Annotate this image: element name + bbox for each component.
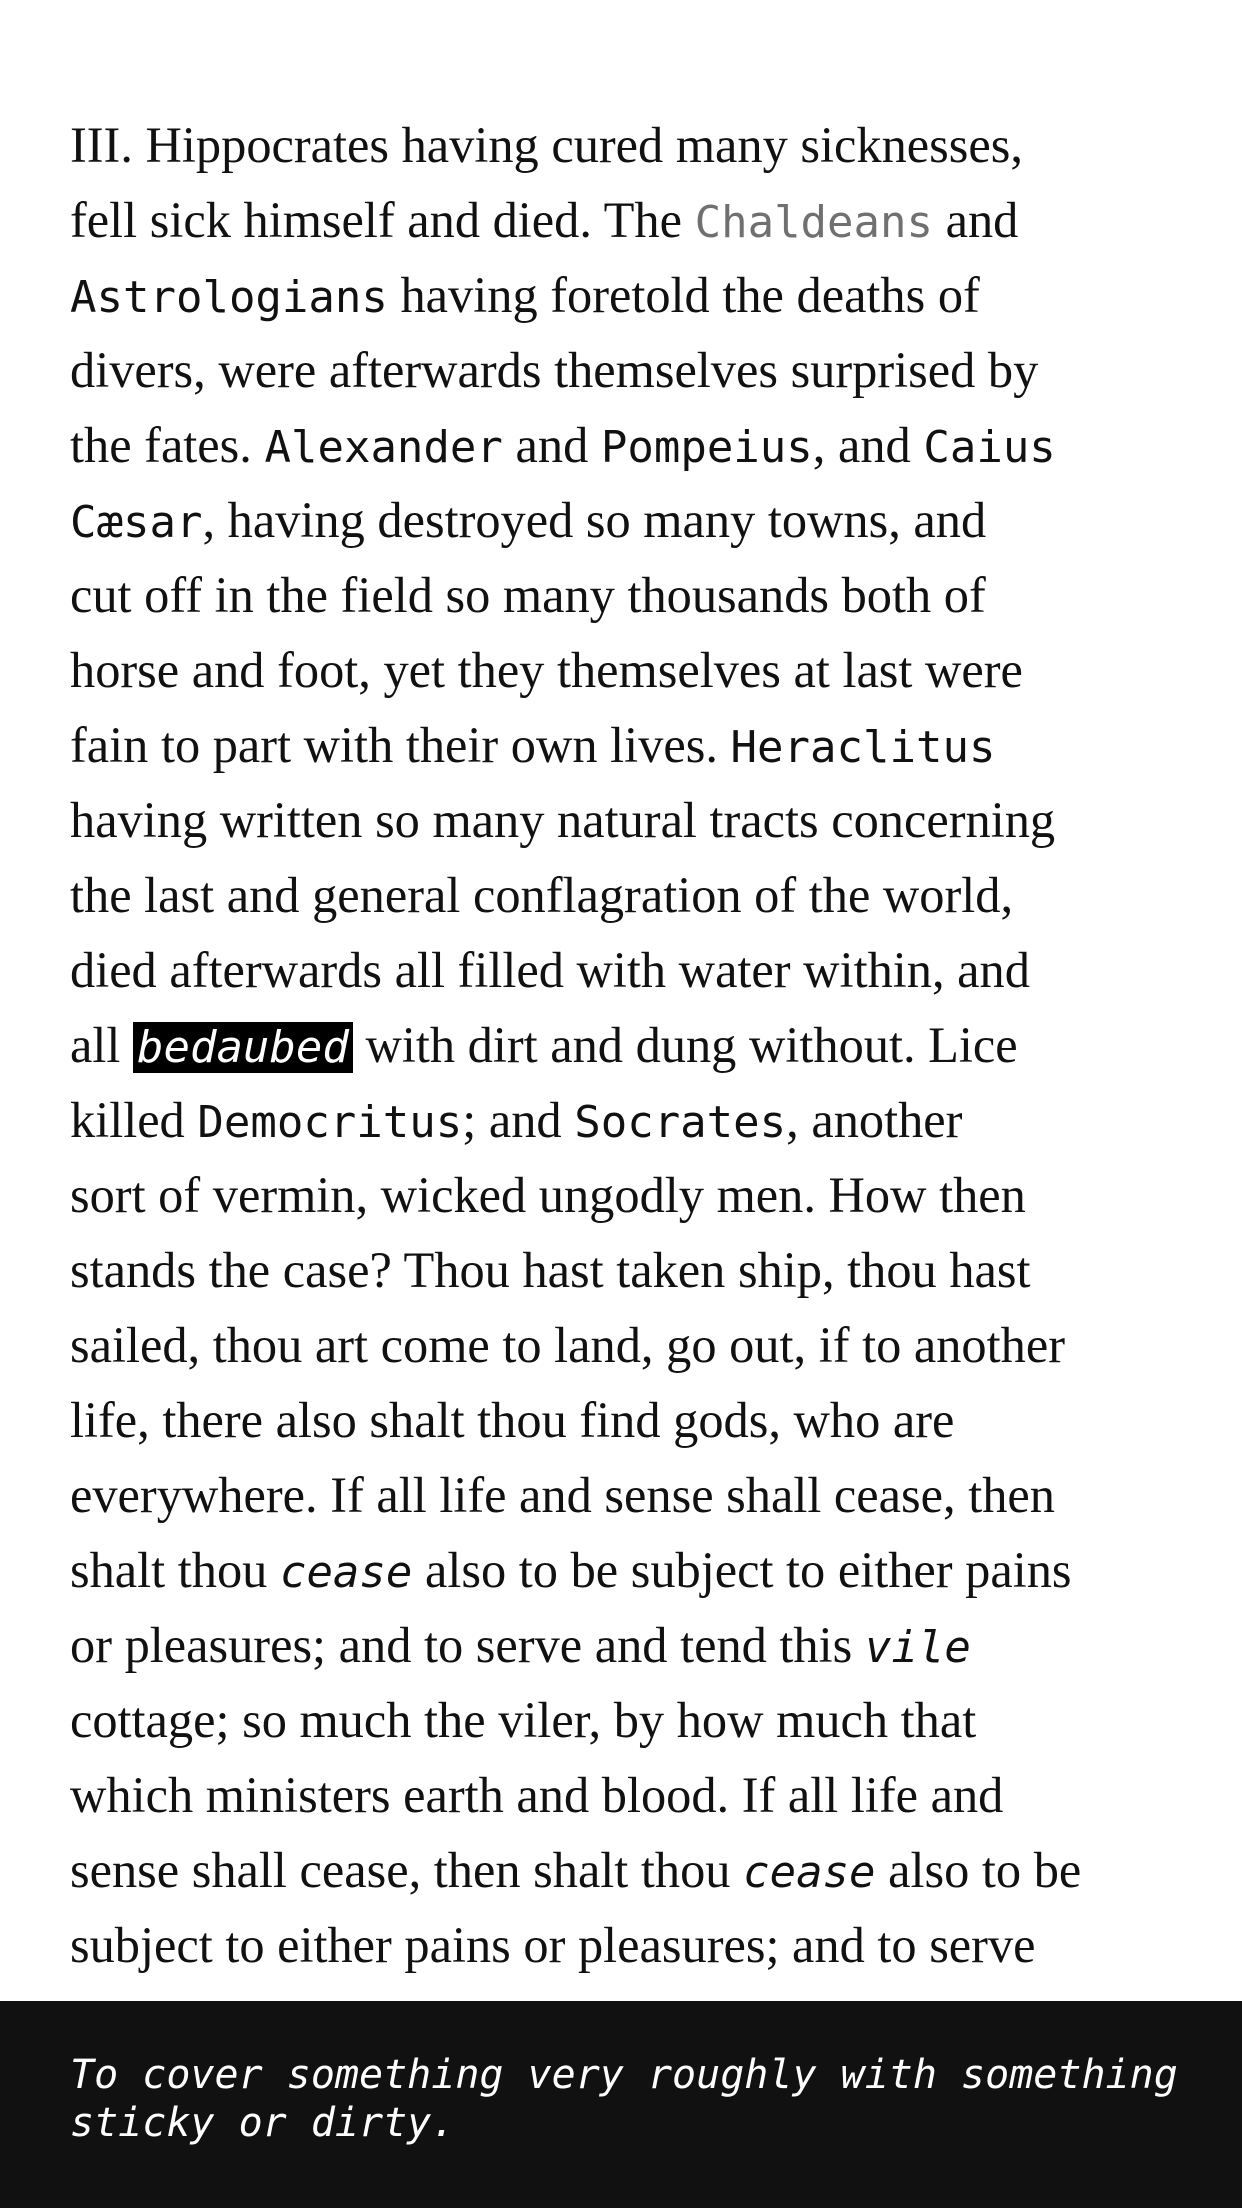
passage-line (70, 258, 1180, 333)
passage-text: divers, were afterwards themselves surprised by (70, 342, 1039, 398)
passage-text: ; and (462, 1092, 575, 1148)
passage-line (70, 1383, 1180, 1458)
passage-text: sort of vermin, wicked ungodly men. How then (70, 1167, 1026, 1223)
passage-text: or pleasures; and to serve and tend this (70, 1617, 865, 1673)
passage-line (70, 633, 1180, 708)
glossary-term[interactable]: Astrologians (70, 272, 388, 323)
glossary-term[interactable]: Cæsar (70, 497, 203, 548)
passage-text: having foretold the deaths of (387, 267, 980, 323)
passage-text: horse and foot, yet they themselves at last were (70, 642, 1023, 698)
passage-line (70, 108, 1180, 183)
passage-text: cut off in the field so many thousands both of (70, 567, 986, 623)
glossary-term[interactable]: cease (279, 1547, 413, 1598)
passage-text: with dirt and dung without. Lice (352, 1017, 1018, 1073)
passage-text: sense shall cease, then shalt thou (70, 1842, 744, 1898)
passage-line (70, 1458, 1180, 1533)
passage-text: stands the case? Thou hast taken ship, thou hast (70, 1242, 1031, 1298)
passage-line (70, 408, 1180, 483)
passage-line (70, 558, 1180, 633)
passage-line (70, 1683, 1180, 1758)
passage-line (70, 783, 1180, 858)
passage-text: all (70, 1017, 133, 1073)
passage-text: having written so many natural tracts concerning (70, 792, 1056, 848)
passage-line (70, 933, 1180, 1008)
passage-line (70, 708, 1180, 783)
passage-text: fell sick himself and died. The (70, 192, 695, 248)
passage-line (70, 183, 1180, 258)
passage-text: the fates. (70, 417, 265, 473)
passage-text: and (502, 417, 601, 473)
passage-text: , and (812, 417, 924, 473)
passage-line (70, 1608, 1180, 1683)
glossary-term[interactable]: Chaldeans (694, 197, 934, 248)
passage-line (70, 1233, 1180, 1308)
passage-line (70, 333, 1180, 408)
glossary-term[interactable]: cease (743, 1847, 876, 1898)
passage-line (70, 1158, 1180, 1233)
glossary-term[interactable]: Socrates (574, 1097, 787, 1148)
passage-line (70, 1533, 1180, 1608)
definition-text: To cover something very roughly with something sticky or dirty. (70, 2052, 1178, 2146)
passage-text: also to be (875, 1842, 1082, 1898)
passage-text: fain to part with their own lives. (70, 717, 731, 773)
passage-line (70, 1908, 1180, 1983)
passage-text: cottage; so much the viler, by how much that (70, 1692, 977, 1748)
passage-line (70, 1008, 1180, 1083)
passage-line (70, 1083, 1180, 1158)
passage-text: killed (70, 1092, 198, 1148)
passage-text: also to be subject to either pains (412, 1542, 1072, 1598)
passage-text: sailed, thou art come to land, go out, if to another (70, 1317, 1065, 1373)
glossary-term[interactable]: Caius (923, 422, 1056, 473)
passage-text: died afterwards all filled with water within, and (70, 942, 1030, 998)
passage-text: III. Hippocrates having cured many sicknesses, (70, 117, 1023, 173)
passage-text: shalt thou (70, 1542, 280, 1598)
passage-line (70, 483, 1180, 558)
passage-line (70, 1833, 1180, 1908)
passage-text: , having destroyed so many towns, and (202, 492, 987, 548)
passage-line (70, 1758, 1180, 1833)
definition-panel (0, 2001, 1242, 2208)
selected-word[interactable]: bedaubed (133, 1022, 353, 1073)
passage-text: , another (786, 1092, 963, 1148)
passage-text: the last and general conflagration of the world, (70, 867, 1014, 923)
passage-text: which ministers earth and blood. If all life and (70, 1767, 1004, 1823)
glossary-term[interactable]: Democritus (197, 1097, 463, 1148)
passage-line (70, 858, 1180, 933)
passage-text: subject to either pains or pleasures; and to serve (70, 1917, 1036, 1973)
passage-line (70, 1308, 1180, 1383)
passage-text: and (933, 192, 1019, 248)
glossary-term[interactable]: Pompeius (600, 422, 813, 473)
passage-text: life, there also shalt thou find gods, who are (70, 1392, 955, 1448)
passage-text: everywhere. If all life and sense shall cease, then (70, 1467, 1055, 1523)
glossary-term[interactable]: Alexander (264, 422, 503, 473)
glossary-term[interactable]: Heraclitus (730, 722, 996, 773)
reading-passage (70, 108, 1180, 1983)
glossary-term[interactable]: vile (864, 1622, 971, 1673)
